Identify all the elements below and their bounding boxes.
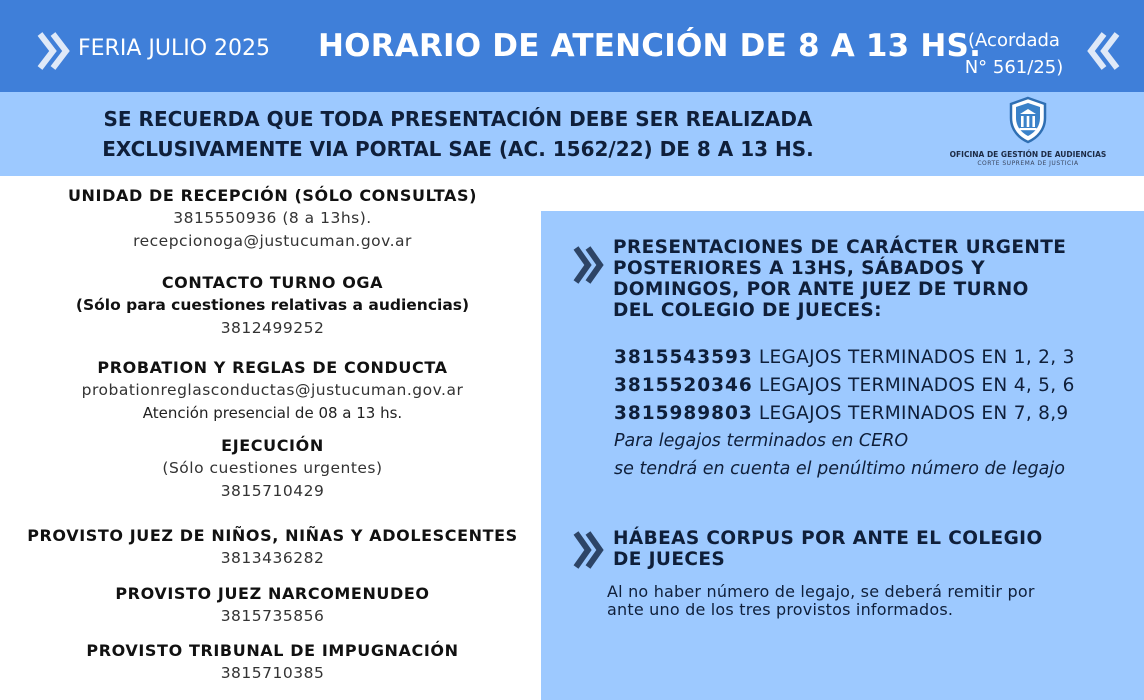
shield-columns-icon [1008, 96, 1048, 144]
habeas-title [613, 528, 1043, 570]
turno-title: CONTACTO TURNO OGA [161, 273, 384, 292]
contact-ninos [0, 525, 545, 570]
recepcion-title: UNIDAD DE RECEPCIÓN (SÓLO CONSULTAS) [67, 186, 478, 205]
logo-title: OFICINA DE GESTIÓN DE AUDIENCIAS [949, 150, 1107, 159]
turno-note: (Sólo para cuestiones relativas a audiencias) [75, 296, 470, 314]
recepcion-phone: 3815550936 (8 a 13hs). [173, 209, 372, 227]
ejecucion-note: (Sólo cuestiones urgentes) [162, 459, 383, 477]
impugnacion-phone: 3815710385 [220, 664, 325, 682]
turno-phone-row [614, 372, 1075, 400]
reminder-line2: EXCLUSIVAMENTE VIA PORTAL SAE (AC. 1562/22) DE 8 A 13 HS. [102, 137, 814, 161]
narco-title: PROVISTO JUEZ NARCOMENUDEO [115, 584, 430, 603]
oga-logo [948, 96, 1108, 174]
probation-title: PROBATION Y REGLAS DE CONDUCTA [97, 358, 448, 377]
turno-phone-label: LEGAJOS TERMINADOS EN 1, 2, 3 [758, 347, 1075, 368]
ejecucion-title: EJECUCIÓN [221, 436, 324, 455]
acordada-line2: N° 561/25) [964, 57, 1064, 78]
cero-note-line1: Para legajos terminados en CERO [614, 431, 909, 451]
contact-narco [0, 583, 545, 628]
reminder-line1: SE RECUERDA QUE TODA PRESENTACIÓN DEBE SER REALIZADA [103, 107, 813, 131]
acordada-note [962, 27, 1066, 81]
contact-ejecucion [0, 435, 545, 503]
turno-phone-number: 3815989803 [614, 403, 753, 424]
habeas-title-line2: DE JUECES [613, 549, 726, 570]
turno-phone-label: LEGAJOS TERMINADOS EN 4, 5, 6 [758, 375, 1075, 396]
urgentes-title [613, 237, 1066, 321]
narco-phone: 3815735856 [220, 607, 325, 625]
urgentes-title-line: DEL COLEGIO DE JUECES: [613, 300, 882, 321]
ninos-phone: 3813436282 [220, 549, 325, 567]
turno-phone-row [614, 400, 1069, 428]
impugnacion-title: PROVISTO TRIBUNAL DE IMPUGNACIÓN [86, 641, 459, 660]
double-chevron-right-icon [572, 244, 606, 286]
horario-title: HORARIO DE ATENCIÓN DE 8 A 13 HS. [318, 28, 982, 64]
logo-subtitle: CORTE SUPREMA DE JUSTICIA [977, 160, 1079, 167]
ejecucion-phone: 3815710429 [220, 482, 325, 500]
double-chevron-right-icon [572, 529, 606, 571]
recepcion-email: recepcionoga@justucuman.gov.ar [133, 232, 412, 250]
contact-probation [0, 357, 545, 424]
ninos-title: PROVISTO JUEZ DE NIÑOS, NIÑAS Y ADOLESCENTES [27, 526, 518, 545]
feria-label: FERIA JULIO 2025 [78, 36, 271, 61]
habeas-text-line1: Al no haber número de legajo, se deberá remitir por [607, 582, 1035, 601]
urgentes-title-line: PRESENTACIONES DE CARÁCTER URGENTE [613, 237, 1067, 258]
reminder-text [96, 104, 820, 164]
habeas-text [607, 583, 1035, 619]
contact-impugnacion [0, 640, 545, 685]
urgentes-title-line: POSTERIORES A 13HS, SÁBADOS Y [613, 258, 986, 279]
turno-phone-number: 3815543593 [614, 347, 753, 368]
habeas-title-line1: HÁBEAS CORPUS POR ANTE EL COLEGIO [613, 528, 1043, 549]
turno-phone: 3812499252 [220, 319, 325, 337]
cero-note-line2: se tendrá en cuenta el penúltimo número de legajo [614, 459, 1065, 479]
contact-recepcion [0, 185, 545, 253]
probation-note: Atención presencial de 08 a 13 hs. [142, 404, 403, 422]
contact-turno [0, 272, 545, 340]
turno-phone-number: 3815520346 [614, 375, 753, 396]
habeas-text-line2: ante uno de los tres provistos informados. [607, 600, 954, 619]
contacts-column [0, 176, 545, 700]
probation-email: probationreglasconductas@justucuman.gov.ar [81, 381, 464, 399]
urgentes-title-line: DOMINGOS, POR ANTE JUEZ DE TURNO [613, 279, 1029, 300]
acordada-line1: (Acordada [968, 30, 1060, 51]
double-chevron-right-icon [36, 30, 72, 72]
double-chevron-left-icon [1085, 30, 1121, 72]
turno-phone-label: LEGAJOS TERMINADOS EN 7, 8,9 [758, 403, 1069, 424]
turno-phone-row [614, 344, 1075, 372]
